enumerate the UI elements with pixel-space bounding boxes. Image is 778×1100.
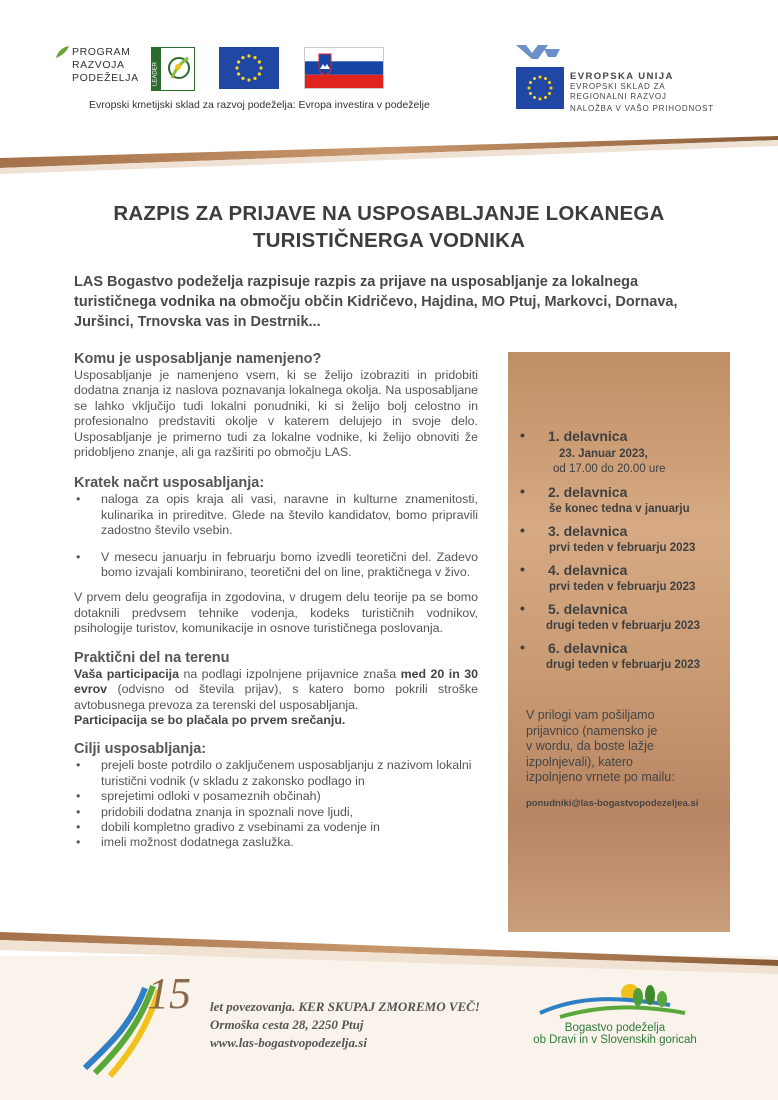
eu-star-icon	[253, 77, 256, 80]
workshop-name: 1. delavnica	[548, 428, 628, 444]
main-column	[74, 350, 478, 851]
eu-star-icon	[253, 56, 256, 59]
eu-star-icon	[237, 72, 240, 75]
section-heading: Praktični del na terenu	[74, 649, 230, 666]
bogastvo-caption	[505, 1022, 725, 1046]
eu-stars-icon	[219, 47, 279, 89]
eu-star-icon	[550, 87, 553, 90]
top-decorative-band	[0, 130, 778, 178]
section-text: V prvem delu geografija in zgodovina, v drugem delu teorije pa se bomo dotaknili predvsem tehnike vodenja, kodeks turističnih vodnikov, psihologije turistov, komunikacije in osnove turističnega poslovanja.	[74, 590, 478, 636]
payment-note	[74, 713, 478, 728]
efrr-line: REGIONALNI RAZVOJ	[570, 92, 667, 101]
eu-star-icon	[258, 60, 261, 63]
eu-star-icon	[548, 92, 551, 95]
eu-star-icon	[533, 77, 536, 80]
attachment-note	[526, 708, 716, 786]
eu-star-icon	[539, 98, 542, 101]
intro-paragraph: LAS Bogastvo podeželja razpisuje razpis za prijave na usposabljanje za lokalnega turističnega vodnika na območju občin Kidričevo, Hajdina, MO Ptuj, Markovci, Dornava, Juršinci, Trnovska vas in Destrnik...	[74, 274, 678, 330]
workshop-name: 5. delavnica	[548, 601, 628, 617]
efrr-caption	[570, 72, 714, 114]
eu-star-icon	[544, 96, 547, 99]
program-logo-line: PODEŽELJA	[72, 72, 139, 84]
plan-list	[74, 492, 478, 580]
workshop-name: 6. delavnica	[548, 640, 628, 656]
footer-contact	[210, 998, 480, 1052]
note-line: izpolnjevali), katero	[526, 754, 633, 769]
workshop-date: drugi teden v februarju 2023	[546, 659, 701, 671]
eu-star-icon	[529, 92, 532, 95]
participation-text-part: na podlagi izpolnjene prijavnice znaša	[179, 666, 401, 681]
efrr-emblem-icon	[516, 45, 566, 110]
workshop-name: 3. delavnica	[548, 523, 628, 539]
efrr-title: EVROPSKA UNIJA	[570, 71, 674, 82]
participation-amount: med 20 in 30 evrov	[74, 666, 478, 697]
page-title	[40, 200, 738, 254]
fund-caption: Evropski kmetijski sklad za razvoj podeželja: Evropa investira v podeželje	[89, 99, 430, 111]
bullet-icon: •	[520, 483, 525, 499]
list-item: • sprejetimi odloki v posameznih občinah)	[101, 789, 478, 804]
workshop-time: od 17.00 do 20.00 ure	[553, 463, 666, 475]
bogastvo-podezelja-logo	[520, 975, 710, 1025]
eu-star-icon	[539, 76, 542, 79]
eu-star-icon	[235, 66, 238, 69]
eu-star-icon	[548, 81, 551, 84]
eu-star-icon	[247, 54, 250, 57]
section-heading: Komu je usposabljanje namenjeno?	[74, 351, 322, 367]
note-line: V prilogi vam pošiljamo	[526, 708, 655, 722]
eu-star-icon	[533, 96, 536, 99]
leader-logo	[151, 47, 195, 91]
workshop-date: 23. Januar 2023,	[559, 448, 648, 460]
section-text: Usposabljanje je namenjeno vsem, ki se želijo izobraziti in pridobiti dodatna znanja iz naslova poznavanja lokalnega okolja. Na usposabljane se lahko vključijo tudi lokalni ponudniki, ki si želijo bolj celostno in profesionalno predstaviti okolje v katerem delujejo in svoje delo. Usposabljanje je primerno tudi za lokalne vodnike, ki želijo obnoviti že pridobljeno znanje, ali ga razširiti po območju LAS.	[74, 368, 478, 460]
workshop-name: 2. delavnica	[548, 484, 628, 500]
efrr-line: EVROPSKI SKLAD ZA	[570, 82, 666, 91]
anniversary-15-logo	[75, 968, 210, 1078]
efrr-line: NALOŽBA V VAŠO PRIHODNOST	[570, 104, 714, 113]
note-line: izpolnjeno vrnete po mailu:	[526, 770, 675, 784]
schedule-sidebar	[508, 352, 730, 932]
program-logo-line: PROGRAM	[72, 46, 131, 58]
workshop-name: 4. delavnica	[548, 562, 628, 578]
bullet-icon: •	[520, 639, 525, 655]
note-line: v wordu, da boste lažje	[526, 739, 654, 753]
program-logo-line: RAZVOJA	[72, 59, 125, 71]
bullet-icon: •	[520, 561, 525, 577]
bullet-icon: •	[520, 600, 525, 616]
list-item: • imeli možnost dodatnega zaslužka.	[101, 835, 478, 850]
leaf-icon	[54, 44, 70, 60]
participation-text	[74, 667, 478, 713]
eu-star-icon	[247, 78, 250, 81]
eu-star-icon	[241, 56, 244, 59]
workshop-date: še konec tedna v januarju	[549, 503, 690, 515]
org-name-line: Bogastvo podeželja	[564, 1022, 666, 1034]
eu-star-icon	[529, 81, 532, 84]
footer-website[interactable]: www.las-bogastvopodezelja.si	[210, 1035, 367, 1050]
footer-address: Ormoška cesta 28, 2250 Ptuj	[210, 1017, 364, 1032]
anniversary-number: 15	[147, 969, 191, 1018]
goals-list	[74, 758, 478, 850]
payment-note-text: Participacija se bo plačala po prvem srečanju.	[74, 712, 346, 727]
org-name-line: ob Dravi in v Slovenskih goricah	[533, 1034, 697, 1046]
slovenia-flag	[304, 47, 384, 89]
section-heading: Cilji usposabljanja:	[74, 741, 207, 758]
workshop-date: prvi teden v februarju 2023	[549, 542, 696, 554]
bullet-icon: •	[520, 427, 525, 443]
program-logo-text	[72, 46, 139, 85]
list-item: • prejeli boste potrdilo o zaključenem usposabljanju z nazivom lokalni turistični vodnik (v skladu z zakonsko podlago in	[101, 758, 478, 789]
workshop-date: drugi teden v februarju 2023	[546, 620, 701, 632]
eu-star-icon	[258, 72, 261, 75]
footer-slogan: let povezovanja. KER SKUPAJ ZMOREMO VEČ!	[210, 999, 480, 1014]
eu-star-icon	[528, 87, 531, 90]
eu-star-icon	[544, 77, 547, 80]
participation-label: Vaša participacija	[74, 666, 180, 681]
eu-flag	[219, 47, 279, 89]
program-razvoja-podezelja-logo	[54, 44, 144, 94]
contact-email[interactable]: ponudniki@las-bogastvopodezeljea.si	[526, 798, 699, 809]
list-item: • naloga za opis kraja ali vasi, naravne in kulturne znamenitosti, kulinarika in prireditve. Glede na število kandidatov, bomo pripravili zadostno število vsebin.	[101, 492, 478, 538]
efrr-logo	[516, 45, 566, 110]
list-item: • pridobili dodatna znanja in spoznali nove ljudi,	[101, 805, 478, 820]
eu-star-icon	[237, 60, 240, 63]
list-item: • V mesecu januarju in februarju bomo izvedli teoretični del. Zadevo bomo izvajali kombinirano, teoretični del on line, praktičnega v živo.	[101, 550, 478, 581]
title-line: TURISTIČNERGA VODNIKA	[252, 229, 526, 252]
eu-star-icon	[241, 77, 244, 80]
section-heading: Kratek načrt usposabljanja:	[74, 475, 265, 492]
list-item: • dobili kompletno gradivo z vsebinami za vodenje in	[101, 820, 478, 835]
note-line: prijavnico (namensko je	[526, 723, 658, 738]
workshop-date: prvi teden v februarju 2023	[549, 581, 696, 593]
bullet-icon: •	[520, 522, 525, 538]
participation-text-part: (odvisno od števila prijav), s katero bomo pokrili stroške avtobusnega prevoza za terenski del usposabljanja.	[74, 682, 478, 712]
leader-emblem-icon	[152, 48, 194, 90]
slovenia-flag-icon	[305, 48, 383, 88]
eu-star-icon	[259, 66, 262, 69]
title-line: RAZPIS ZA PRIJAVE NA USPOSABLJANJE LOKANEGA	[113, 202, 665, 225]
svg-text:LEADER: LEADER	[152, 61, 159, 86]
